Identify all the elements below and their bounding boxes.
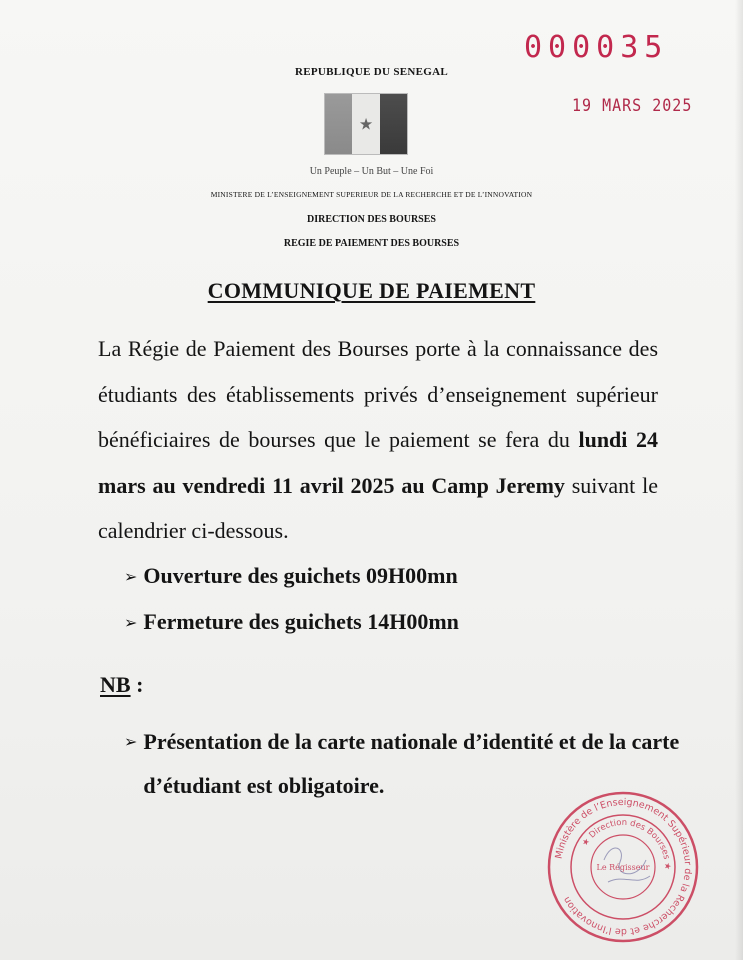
svg-text:★ Direction des Bourses ★: ★ Direction des Bourses ★ — [580, 817, 673, 871]
official-seal-icon — [546, 790, 700, 944]
opening-hours: Ouverture des guichets 09H00mn — [143, 563, 458, 588]
nb-label: NB — [100, 672, 131, 697]
body-text-dates-location: lundi 24 mars au vendredi 11 avril 2025 au Camp Jeremy — [98, 427, 658, 498]
flag-band-center — [352, 94, 379, 154]
star-icon: ★ — [358, 114, 374, 134]
schedule-list — [124, 562, 684, 654]
arrow-bullet-icon: ➢ — [124, 732, 138, 751]
republic-title: REPUBLIQUE DU SENEGAL — [295, 66, 448, 78]
serial-number-stamp: 000035 — [524, 30, 669, 65]
senegal-flag-icon — [324, 93, 408, 155]
svg-text:Le Régisseur: Le Régisseur — [596, 863, 650, 872]
nb-colon: : — [130, 672, 144, 697]
flag-band-left — [325, 94, 352, 154]
flag-band-right — [380, 94, 407, 154]
list-item — [124, 608, 684, 654]
direction-name: DIRECTION DES BOURSES — [307, 214, 436, 225]
ministry-name: MINISTERE DE L’ENSEIGNEMENT SUPERIEUR DE LA RECHERCHE ET DE L’INNOVATION — [210, 190, 533, 199]
list-item — [124, 562, 684, 608]
body-text-end: suivant le calendrier ci-dessous. — [98, 472, 658, 543]
body-paragraph — [98, 326, 658, 554]
arrow-bullet-icon: ➢ — [124, 613, 138, 632]
document-title: COMMUNIQUE DE PAIEMENT — [207, 278, 536, 303]
closing-hours: Fermeture des guichets 14H00mn — [143, 609, 459, 634]
nb-note-text: Présentation de la carte nationale d’identité et de la carte d’étudiant est obligatoire. — [143, 729, 680, 798]
nb-heading — [100, 672, 143, 698]
regie-name: REGIE DE PAIEMENT DES BOURSES — [283, 238, 460, 249]
national-motto: Un Peuple – Un But – Une Foi — [309, 166, 434, 177]
page-edge — [735, 0, 743, 960]
arrow-bullet-icon: ➢ — [124, 567, 138, 586]
body-text-intro: La Régie de Paiement des Bourses porte à la connaissance des étudiants des établissements privés d’enseignement supérieur bénéficiaires de bourses que le paiement se fera du — [98, 336, 658, 452]
svg-text:Ministère de l’Enseignement Su: Ministère de l’Enseignement Supérieur de la Recherche et de l’Innovation — [553, 796, 694, 938]
date-stamp: 19 MARS 2025 — [572, 94, 693, 116]
